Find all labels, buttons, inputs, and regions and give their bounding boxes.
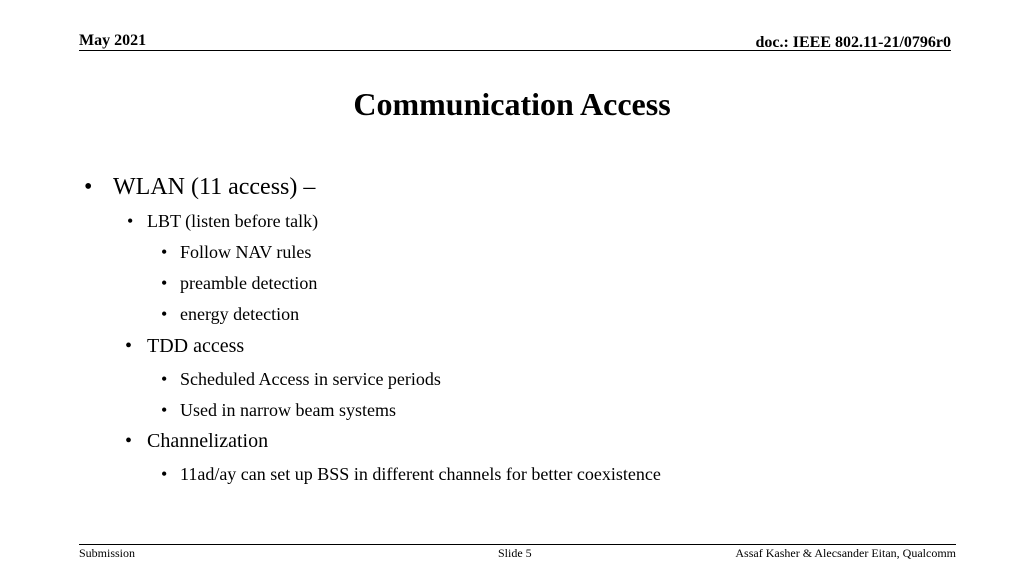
bullet-dot-icon: • <box>125 335 133 357</box>
bullet-dot-icon: • <box>161 304 168 324</box>
bullet-preamble-detection <box>161 270 318 296</box>
bullet-dot-icon: • <box>161 369 168 389</box>
bullet-text: preamble detection <box>180 273 318 293</box>
bullet-text: Scheduled Access in service periods <box>180 369 441 389</box>
bullet-wlan <box>84 174 316 200</box>
bullet-lbt <box>127 208 319 234</box>
header-doc-id: doc.: IEEE 802.11-21/0796r0 <box>755 34 951 51</box>
bullet-11ad-ay <box>161 461 661 487</box>
bullet-dot-icon: • <box>84 174 93 200</box>
footer-divider <box>79 544 956 545</box>
header-divider <box>79 50 951 51</box>
bullet-text: WLAN (11 access) – <box>113 174 316 200</box>
bullet-dot-icon: • <box>125 430 133 452</box>
bullet-dot-icon: • <box>161 464 168 484</box>
bullet-tdd-access <box>125 333 245 359</box>
header-date: May 2021 <box>79 32 147 49</box>
bullet-dot-icon: • <box>161 400 168 420</box>
bullet-text: Channelization <box>147 430 269 452</box>
bullet-channelization <box>125 428 269 454</box>
bullet-text: Follow NAV rules <box>180 242 312 262</box>
bullet-narrow-beam <box>161 397 396 423</box>
bullet-follow-nav <box>161 239 312 265</box>
footer-authors: Assaf Kasher & Alecsander Eitan, Qualcomm <box>735 546 956 560</box>
bullet-text: TDD access <box>147 335 245 357</box>
slide-title: Communication Access <box>353 86 671 122</box>
bullet-dot-icon: • <box>161 242 168 262</box>
footer-slide-number: Slide 5 <box>498 546 532 560</box>
bullet-text: LBT (listen before talk) <box>147 211 319 231</box>
bullet-text: energy detection <box>180 304 300 324</box>
bullet-dot-icon: • <box>161 273 168 293</box>
bullet-dot-icon: • <box>127 211 134 231</box>
bullet-text: 11ad/ay can set up BSS in different channels for better coexistence <box>180 464 661 484</box>
bullet-text: Used in narrow beam systems <box>180 400 396 420</box>
bullet-energy-detection <box>161 301 300 327</box>
footer-submission: Submission <box>79 546 136 560</box>
bullet-scheduled-access <box>161 366 441 392</box>
